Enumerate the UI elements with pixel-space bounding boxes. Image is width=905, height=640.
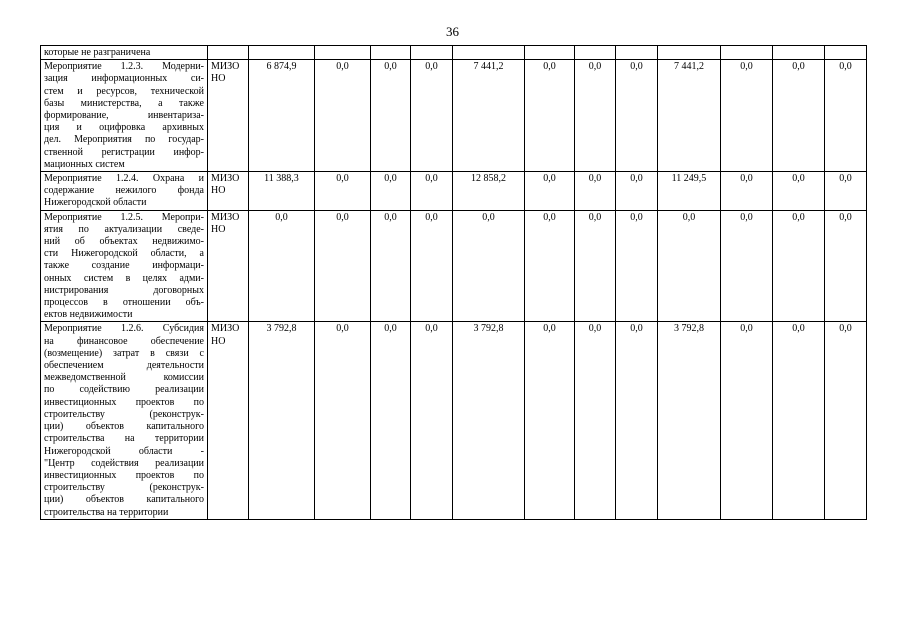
- description-line: строительства на территории: [44, 433, 204, 445]
- description-line: Мероприятие 1.2.5. Меропри-: [44, 211, 204, 223]
- table-row: [41, 322, 867, 519]
- value-cell: 0,0: [411, 60, 453, 172]
- table-row: [41, 210, 867, 322]
- table-cell: [315, 46, 371, 60]
- value-cell: 0,0: [616, 322, 658, 519]
- executor-line: МИЗО: [211, 323, 240, 335]
- description-line: ятия по актуализации сведе-: [44, 223, 204, 235]
- description-line: базы министерства, а также: [44, 97, 204, 109]
- description-line: онных систем в целях адми-: [44, 272, 204, 284]
- table-cell: [371, 46, 411, 60]
- description-line: Мероприятие 1.2.3. Модерни-: [44, 61, 204, 73]
- description-line: ции) объектов капитального: [44, 421, 204, 433]
- executor-line: МИЗО: [211, 61, 240, 73]
- value-cell: 0,0: [315, 322, 371, 519]
- table-cell: [249, 46, 315, 60]
- value-cell: 6 874,9: [249, 60, 315, 172]
- value-cell: 3 792,8: [453, 322, 525, 519]
- description-line: "Центр содействия реализации: [44, 457, 204, 469]
- measure-description: [41, 172, 208, 211]
- description-line: строительства на территории: [44, 506, 169, 518]
- table-cell: [525, 46, 575, 60]
- table-cell: [616, 46, 658, 60]
- value-cell: 0,0: [616, 210, 658, 322]
- value-cell: 0,0: [371, 60, 411, 172]
- value-cell: 0,0: [658, 210, 721, 322]
- value-cell: 0,0: [525, 210, 575, 322]
- description-line: межведомственной комиссии: [44, 372, 204, 384]
- description-line: Нижегородской области -: [44, 445, 204, 457]
- value-cell: 0,0: [825, 172, 867, 211]
- description-line: инвестиционных проектов по: [44, 469, 204, 481]
- description-line: сти Нижегородской области, а: [44, 248, 204, 260]
- value-cell: 11 388,3: [249, 172, 315, 211]
- description-line: содержание нежилого фонда: [44, 185, 204, 197]
- description-line: инвестиционных проектов по: [44, 396, 204, 408]
- value-cell: 0,0: [371, 172, 411, 211]
- description-line: Мероприятие 1.2.4. Охрана и: [44, 173, 204, 185]
- executor-line: НО: [211, 335, 226, 347]
- description-line: дел. Мероприятия по государ-: [44, 134, 204, 146]
- description-line: нистрирования договорных: [44, 284, 204, 296]
- description-line: ектов недвижимости: [44, 309, 133, 321]
- value-cell: 0,0: [315, 172, 371, 211]
- description-line: Мероприятие 1.2.6. Субсидия: [44, 323, 204, 335]
- table-cell: [411, 46, 453, 60]
- description-line: ний об объектах недвижимо-: [44, 236, 204, 248]
- value-cell: 0,0: [371, 210, 411, 322]
- value-cell: 0,0: [249, 210, 315, 322]
- measure-description: [41, 210, 208, 322]
- table-cell: [453, 46, 525, 60]
- value-cell: 0,0: [773, 322, 825, 519]
- value-cell: 12 858,2: [453, 172, 525, 211]
- executor-cell: [208, 210, 249, 322]
- value-cell: 0,0: [315, 210, 371, 322]
- value-cell: 0,0: [721, 172, 773, 211]
- financing-table: [40, 45, 867, 520]
- description-line: мационных систем: [44, 158, 125, 170]
- measure-description: [41, 60, 208, 172]
- value-cell: 0,0: [616, 60, 658, 172]
- value-cell: 11 249,5: [658, 172, 721, 211]
- executor-line: МИЗО: [211, 173, 240, 185]
- value-cell: 0,0: [371, 322, 411, 519]
- value-cell: 0,0: [721, 322, 773, 519]
- description-line: зация информационных си-: [44, 73, 204, 85]
- value-cell: 0,0: [773, 60, 825, 172]
- description-line: по содействию реализации: [44, 384, 204, 396]
- value-cell: 0,0: [825, 322, 867, 519]
- table-cell: [658, 46, 721, 60]
- executor-cell: [208, 60, 249, 172]
- value-cell: 0,0: [575, 322, 616, 519]
- measure-description: [41, 322, 208, 519]
- value-cell: 0,0: [575, 210, 616, 322]
- value-cell: 0,0: [773, 172, 825, 211]
- executor-line: НО: [211, 73, 226, 85]
- executor-line: МИЗО: [211, 211, 240, 223]
- value-cell: 0,0: [825, 210, 867, 322]
- executor-line: НО: [211, 223, 226, 235]
- description-line: ственной регистрации инфор-: [44, 146, 204, 158]
- table-row: [41, 46, 867, 60]
- table-row: [41, 60, 867, 172]
- table-body: [41, 46, 867, 520]
- description-line: строительству (реконструк-: [44, 408, 204, 420]
- value-cell: 0,0: [721, 210, 773, 322]
- value-cell: 0,0: [411, 210, 453, 322]
- page-number: 36: [446, 24, 459, 39]
- table-cell: [208, 46, 249, 60]
- executor-line: НО: [211, 185, 226, 197]
- value-cell: 3 792,8: [249, 322, 315, 519]
- value-cell: 0,0: [616, 172, 658, 211]
- executor-cell: [208, 322, 249, 519]
- description-line: (возмещение) затрат в связи с: [44, 347, 204, 359]
- description-line: на финансовое обеспечение: [44, 335, 204, 347]
- description-line: процессов в отношении объ-: [44, 297, 204, 309]
- value-cell: 7 441,2: [658, 60, 721, 172]
- value-cell: 0,0: [411, 322, 453, 519]
- table-cell: [721, 46, 773, 60]
- value-cell: 0,0: [721, 60, 773, 172]
- executor-cell: [208, 172, 249, 211]
- description-line: ция и оцифровка архивных: [44, 122, 204, 134]
- description-line: Нижегородской области: [44, 197, 147, 209]
- value-cell: 0,0: [773, 210, 825, 322]
- value-cell: 3 792,8: [658, 322, 721, 519]
- table-cell: [773, 46, 825, 60]
- value-cell: 0,0: [315, 60, 371, 172]
- value-cell: 0,0: [575, 60, 616, 172]
- table-cell: [825, 46, 867, 60]
- value-cell: 0,0: [525, 60, 575, 172]
- table-row: [41, 172, 867, 211]
- description-line: формирование, инвентариза-: [44, 110, 204, 122]
- value-cell: 0,0: [825, 60, 867, 172]
- value-cell: 0,0: [525, 172, 575, 211]
- continuation-cell: которые не разграничена: [41, 46, 208, 60]
- description-line: также создание информаци-: [44, 260, 204, 272]
- value-cell: 0,0: [575, 172, 616, 211]
- description-line: строительству (реконструк-: [44, 482, 204, 494]
- table-cell: [575, 46, 616, 60]
- description-line: ции) объектов капитального: [44, 494, 204, 506]
- description-line: обеспечением деятельности: [44, 360, 204, 372]
- value-cell: 0,0: [411, 172, 453, 211]
- value-cell: 7 441,2: [453, 60, 525, 172]
- value-cell: 0,0: [453, 210, 525, 322]
- value-cell: 0,0: [525, 322, 575, 519]
- description-line: стем и ресурсов, технической: [44, 85, 204, 97]
